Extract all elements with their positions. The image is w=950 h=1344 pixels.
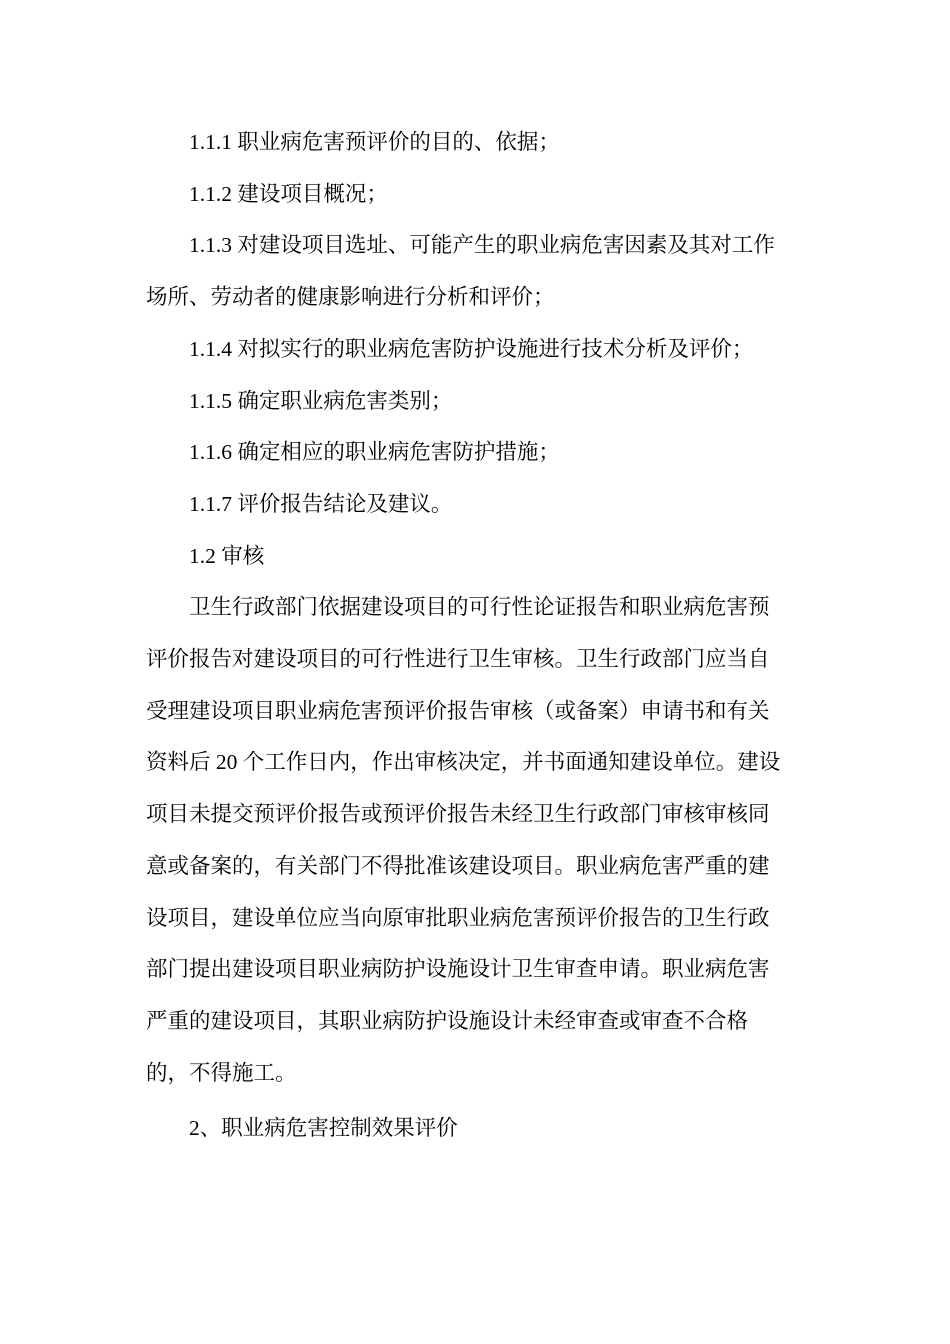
review-line-7: 设项目，建设单位应当向原审批职业病危害预评价报告的卫生行政 (146, 905, 770, 930)
review-paragraph (146, 582, 806, 1099)
list-item-1-1-2: 1.1.2 建设项目概况； (189, 181, 388, 206)
review-line-9: 严重的建设项目，其职业病防护设施设计未经审查或审查不合格 (146, 1008, 749, 1033)
review-line-8: 部门提出建设项目职业病防护设施设计卫生审查申请。职业病危害 (146, 957, 770, 982)
review-line-4: 资料后 20 个工作日内，作出审核决定，并书面通知建设单位。建设 (146, 750, 781, 775)
list-item-1-1-7: 1.1.7 评价报告结论及建议。 (189, 491, 453, 516)
review-line-6: 意或备案的，有关部门不得批准该建设项目。职业病危害严重的建 (146, 853, 770, 878)
review-line-5: 项目未提交预评价报告或预评价报告未经卫生行政部门审核审核同 (146, 802, 770, 827)
review-line-2: 评价报告对建设项目的可行性进行卫生审核。卫生行政部门应当自 (146, 647, 770, 672)
list-item-1-1-3-line-1: 1.1.3 对建设项目选址、可能产生的职业病危害因素及其对工作 (189, 233, 775, 258)
document-body (146, 117, 806, 1155)
section-heading-review: 1.2 审核 (189, 543, 265, 568)
list-item-1-1-1: 1.1.1 职业病危害预评价的目的、依据； (189, 130, 560, 154)
list-item-1-1-6: 1.1.6 确定相应的职业病危害防护措施； (189, 440, 560, 465)
review-line-3: 受理建设项目职业病危害预评价报告审核（或备案）申请书和有关 (146, 698, 770, 723)
section-heading-2: 2、职业病危害控制效果评价 (189, 1116, 458, 1141)
list-item-1-1-3-line-2: 场所、劳动者的健康影响进行分析和评价； (146, 285, 555, 310)
list-item-1-1-4: 1.1.4 对拟实行的职业病危害防护设施进行技术分析及评价； (189, 336, 754, 361)
review-line-10: 的，不得施工。 (146, 1060, 297, 1085)
list-item-1-1-5: 1.1.5 确定职业病危害类别； (189, 388, 453, 413)
review-line-1: 卫生行政部门依据建设项目的可行性论证报告和职业病危害预 (189, 595, 770, 620)
